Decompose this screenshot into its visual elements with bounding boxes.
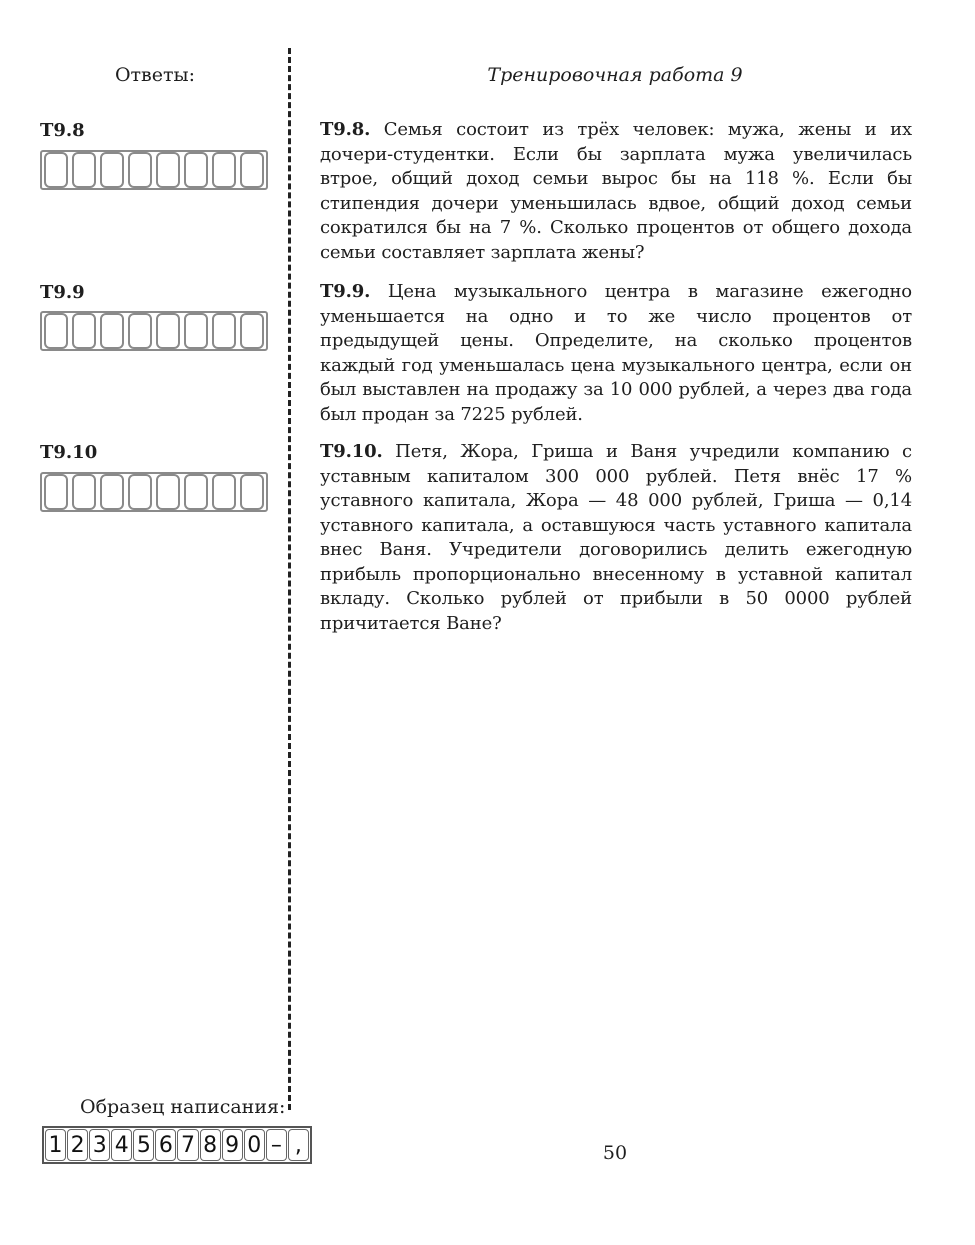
answer-cell[interactable] xyxy=(128,474,152,510)
answer-label-t9-9: T9.9 xyxy=(40,282,85,303)
problem-number: T9.10. xyxy=(320,441,383,462)
answer-cell[interactable] xyxy=(72,313,96,349)
sample-glyph: 3 xyxy=(89,1129,110,1161)
answer-cell[interactable] xyxy=(44,152,68,188)
sample-glyph: – xyxy=(266,1129,287,1161)
answer-cell[interactable] xyxy=(240,152,264,188)
sample-label: Образец написания: xyxy=(80,1096,286,1118)
answer-cell[interactable] xyxy=(72,474,96,510)
answers-title: Ответы: xyxy=(114,64,196,86)
sample-glyph: 0 xyxy=(244,1129,265,1161)
answer-cell[interactable] xyxy=(212,474,236,510)
answer-cell[interactable] xyxy=(72,152,96,188)
answer-cell[interactable] xyxy=(184,474,208,510)
problem-number: T9.8. xyxy=(320,119,371,140)
answer-cells-t9-8[interactable] xyxy=(40,150,268,190)
sample-glyph: 4 xyxy=(111,1129,132,1161)
sample-glyph: 1 xyxy=(45,1129,66,1161)
sample-glyph: 5 xyxy=(133,1129,154,1161)
problem-text: Цена музыкального центра в магазине ежегодно уменьшается на одно и то же число процентов от предыдущей цены. Определите, на сколько процентов каждый год уменьшалась цена музыкального центра, если он был выставлен на продажу за 10 000 рублей, а через два года был продан за 7225 рублей. xyxy=(320,281,912,425)
sample-glyphs xyxy=(42,1126,312,1164)
answer-cell[interactable] xyxy=(184,152,208,188)
problem-t9-9 xyxy=(320,280,912,427)
problem-t9-8 xyxy=(320,118,912,265)
answer-cell[interactable] xyxy=(212,313,236,349)
problem-t9-10 xyxy=(320,440,912,636)
answer-cell[interactable] xyxy=(156,313,180,349)
sample-glyph: 9 xyxy=(222,1129,243,1161)
answer-cell[interactable] xyxy=(44,474,68,510)
answer-cell[interactable] xyxy=(156,152,180,188)
answer-cell[interactable] xyxy=(128,313,152,349)
answer-cells-t9-9[interactable] xyxy=(40,311,268,351)
problem-number: T9.9. xyxy=(320,281,371,302)
sample-glyph: 7 xyxy=(177,1129,198,1161)
answer-cell[interactable] xyxy=(100,474,124,510)
problem-text: Семья состоит из трёх человек: мужа, жены и их дочери-студентки. Если бы зарплата мужа увеличилась втрое, общий доход семьи вырос бы на 118 %. Если бы стипендия дочери уменьшилась вдвое, общий доход семьи сократился бы на 7 %. Сколько процентов от общего дохода семьи составляет зарплата жены? xyxy=(320,119,912,263)
sample-glyph: 8 xyxy=(200,1129,221,1161)
sample-glyph: , xyxy=(288,1129,309,1161)
answer-cell[interactable] xyxy=(100,313,124,349)
dashed-divider xyxy=(288,48,291,1110)
answer-cell[interactable] xyxy=(156,474,180,510)
answer-cells-t9-10[interactable] xyxy=(40,472,268,512)
answer-cell[interactable] xyxy=(212,152,236,188)
answer-label-t9-8: T9.8 xyxy=(40,120,85,141)
problem-text: Петя, Жора, Гриша и Ваня учредили компанию с уставным капиталом 300 000 рублей. Петя внёс 17 % уставного капитала, Жора — 48 000 рублей, Гриша — 0,14 уставного капитала, а оставшуюся часть уставного капитала внес Ваня. Учредители договорились делить ежегодную прибыль пропорционально внесенному в уставной капитал вкладу. Сколько рублей от прибыли в 50 0000 рублей причитается Ване? xyxy=(320,441,912,634)
answer-cell[interactable] xyxy=(100,152,124,188)
page-number: 50 xyxy=(602,1142,628,1164)
sample-glyph: 2 xyxy=(67,1129,88,1161)
answer-cell[interactable] xyxy=(240,474,264,510)
sample-glyph: 6 xyxy=(155,1129,176,1161)
answer-cell[interactable] xyxy=(240,313,264,349)
answer-cell[interactable] xyxy=(184,313,208,349)
answer-cell[interactable] xyxy=(128,152,152,188)
work-title: Тренировочная работа 9 xyxy=(487,64,743,86)
answer-cell[interactable] xyxy=(44,313,68,349)
answer-label-t9-10: T9.10 xyxy=(40,442,98,463)
